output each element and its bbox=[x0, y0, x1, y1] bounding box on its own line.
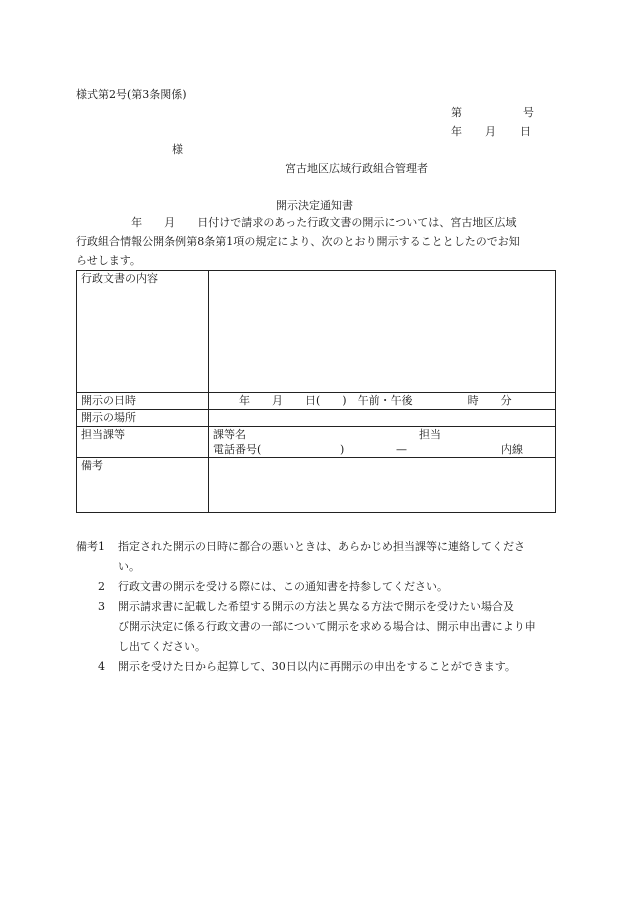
dept-dash: — bbox=[396, 443, 407, 456]
place-value bbox=[209, 410, 556, 427]
table-row-dept bbox=[77, 427, 556, 458]
remarks-label: 備考 bbox=[77, 458, 209, 513]
table-row-content bbox=[77, 271, 556, 393]
notes-section bbox=[76, 537, 558, 677]
note-number: 備考1 bbox=[76, 540, 105, 553]
note-item bbox=[76, 537, 558, 577]
table-row-place bbox=[77, 410, 556, 427]
place-label: 開示の場所 bbox=[77, 410, 209, 427]
content-label: 行政文書の内容 bbox=[77, 271, 209, 393]
note-item bbox=[76, 577, 558, 597]
body-line-1: 年 月 日付けで請求のあった行政文書の開示については、宮古地区広域 bbox=[76, 216, 517, 229]
body-line-3: らせします。 bbox=[76, 254, 141, 267]
note-text: 指定された開示の日時に都合の悪いときは、あらかじめ担当課等に連絡してくださ bbox=[118, 540, 525, 553]
dept-extension-label: 内線 bbox=[501, 443, 523, 456]
table-row-date bbox=[77, 393, 556, 410]
note-text-cont: し出てください。 bbox=[118, 640, 206, 653]
dept-phone-label: 電話番号( bbox=[213, 443, 262, 456]
number-prefix: 第 bbox=[451, 106, 462, 119]
note-text-cont: い。 bbox=[118, 560, 140, 573]
date-value: 年 月 日( ) 午前・午後 時 分 bbox=[209, 393, 556, 410]
date-month: 月 bbox=[485, 125, 496, 138]
note-number: 2 bbox=[98, 580, 105, 593]
dept-phone-close: ) bbox=[340, 443, 345, 456]
note-item bbox=[76, 657, 558, 677]
table-row-remarks bbox=[77, 458, 556, 513]
document-title: 開示決定通知書 bbox=[276, 199, 353, 212]
note-text-cont: び開示決定に係る行政文書の一部について開示を求める場合は、開示申出書により申 bbox=[118, 620, 536, 633]
date-year: 年 bbox=[451, 125, 462, 138]
addressee-suffix: 様 bbox=[172, 143, 183, 156]
content-value bbox=[209, 271, 556, 393]
number-suffix: 号 bbox=[523, 106, 534, 119]
dept-charge-label: 担当 bbox=[419, 428, 441, 441]
date-day: 日 bbox=[520, 125, 531, 138]
date-label: 開示の日時 bbox=[77, 393, 209, 410]
issuer-name: 宮古地区広域行政組合管理者 bbox=[285, 162, 428, 175]
note-text: 開示を受けた日から起算して、30日以内に再開示の申出をすることができます。 bbox=[118, 660, 516, 673]
body-paragraph bbox=[76, 213, 558, 270]
remarks-value bbox=[209, 458, 556, 513]
note-number: 3 bbox=[98, 600, 105, 613]
note-number: 4 bbox=[98, 660, 105, 673]
body-line-2: 行政組合情報公開条例第8条第1項の規定により、次のとおり開示することとしたのでお知 bbox=[76, 235, 520, 248]
note-text: 開示請求書に記載した希望する開示の方法と異なる方法で開示を受けたい場合及 bbox=[118, 600, 514, 613]
note-item bbox=[76, 597, 558, 657]
dept-name-label: 課等名 bbox=[213, 428, 246, 441]
dept-value bbox=[209, 427, 556, 458]
dept-label: 担当課等 bbox=[77, 427, 209, 458]
note-text: 行政文書の開示を受ける際には、この通知書を持参してください。 bbox=[118, 580, 448, 593]
form-label: 様式第2号(第3条関係) bbox=[76, 88, 187, 101]
disclosure-table bbox=[76, 270, 556, 513]
